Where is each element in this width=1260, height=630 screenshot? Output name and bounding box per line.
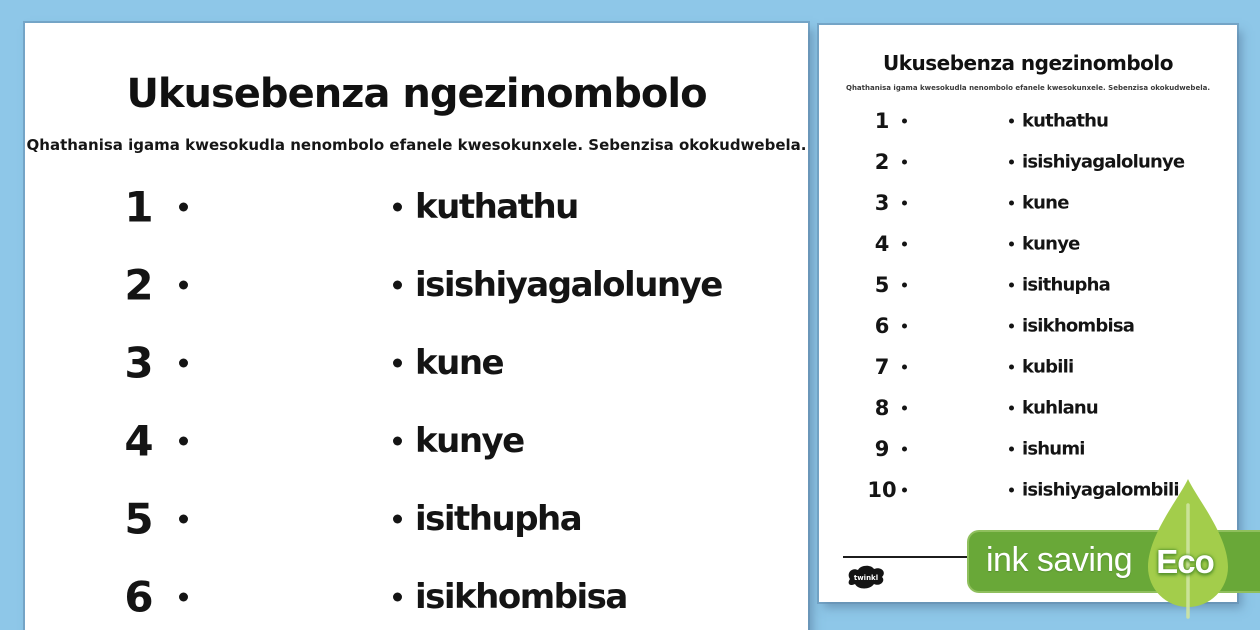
connector-dot-left-icon xyxy=(179,437,188,446)
match-row xyxy=(819,346,1237,387)
match-word: kune xyxy=(1022,192,1069,213)
connector-dot-left-icon xyxy=(902,282,907,287)
match-word: kunye xyxy=(1022,233,1080,254)
connector-dot-right-icon xyxy=(1009,364,1014,369)
match-row xyxy=(819,182,1237,223)
connector-dot-right-icon xyxy=(1009,118,1014,123)
worksheet-instructions: Qhathanisa igama kwesokudla nenombolo efanele kwesokunxele. Sebenzisa okokudwebela. xyxy=(846,84,1210,92)
match-number: 1 xyxy=(874,108,890,133)
connector-dot-right-icon xyxy=(1009,405,1014,410)
connector-dot-right-icon xyxy=(393,203,402,212)
worksheet-instructions: Qhathanisa igama kwesokudla nenombolo efanele kwesokunxele. Sebenzisa okokudwebela. xyxy=(26,136,807,154)
match-row xyxy=(819,428,1237,469)
connector-dot-right-icon xyxy=(1009,241,1014,246)
match-number: 2 xyxy=(124,260,154,310)
match-row xyxy=(25,168,808,246)
connector-dot-right-icon xyxy=(1009,282,1014,287)
connector-dot-right-icon xyxy=(1009,159,1014,164)
connector-dot-left-icon xyxy=(179,281,188,290)
match-number: 7 xyxy=(874,354,890,379)
connector-dot-right-icon xyxy=(1009,323,1014,328)
connector-dot-right-icon xyxy=(1009,446,1014,451)
connector-dot-right-icon xyxy=(393,593,402,602)
twinkl-logo xyxy=(845,564,887,594)
connector-dot-left-icon xyxy=(902,487,907,492)
connector-dot-left-icon xyxy=(179,515,188,524)
match-row xyxy=(819,141,1237,182)
match-row xyxy=(25,480,808,558)
match-word: isithupha xyxy=(415,499,582,539)
connector-dot-left-icon xyxy=(179,359,188,368)
connector-dot-right-icon xyxy=(393,359,402,368)
worksheet-title: Ukusebenza ngezinombolo xyxy=(882,51,1174,75)
match-row xyxy=(25,558,808,630)
connector-dot-left-icon xyxy=(902,405,907,410)
match-number: 5 xyxy=(124,494,154,544)
connector-dot-left-icon xyxy=(902,364,907,369)
match-row xyxy=(819,387,1237,428)
eco-label: Eco xyxy=(1156,543,1214,580)
connector-dot-right-icon xyxy=(1009,487,1014,492)
connector-dot-left-icon xyxy=(902,118,907,123)
match-row xyxy=(819,223,1237,264)
match-number: 6 xyxy=(874,313,890,338)
worksheet-page-large xyxy=(25,23,808,630)
connector-dot-left-icon xyxy=(902,241,907,246)
match-number: 10 xyxy=(867,477,897,502)
match-word: ishumi xyxy=(1022,438,1085,459)
match-row xyxy=(25,402,808,480)
match-number: 9 xyxy=(874,436,890,461)
match-number: 8 xyxy=(874,395,890,420)
match-word: isishiyagalolunye xyxy=(1022,151,1185,172)
match-number: 3 xyxy=(874,190,890,215)
connector-dot-right-icon xyxy=(393,515,402,524)
match-row xyxy=(819,305,1237,346)
twinkl-logo-text: twinkl xyxy=(853,574,879,582)
match-number: 1 xyxy=(124,182,154,232)
match-number: 5 xyxy=(874,272,890,297)
connector-dot-left-icon xyxy=(902,446,907,451)
match-number: 4 xyxy=(874,231,890,256)
match-row xyxy=(819,100,1237,141)
match-row xyxy=(25,246,808,324)
connector-dot-left-icon xyxy=(179,593,188,602)
match-word: isikhombisa xyxy=(415,577,627,617)
match-number: 2 xyxy=(874,149,890,174)
connector-dot-left-icon xyxy=(902,159,907,164)
match-number: 3 xyxy=(124,338,154,388)
footer-line xyxy=(843,556,969,558)
match-word: isithupha xyxy=(1022,274,1110,295)
match-number: 4 xyxy=(124,416,154,466)
match-word: kune xyxy=(415,343,504,383)
connector-dot-left-icon xyxy=(902,200,907,205)
match-word: kuhlanu xyxy=(1022,397,1098,418)
match-word: isikhombisa xyxy=(1022,315,1135,336)
connector-dot-left-icon xyxy=(902,323,907,328)
match-word: kuthathu xyxy=(415,187,578,227)
connector-dot-right-icon xyxy=(393,437,402,446)
ink-saving-label: ink saving xyxy=(986,541,1133,579)
match-word: isishiyagalombili xyxy=(1022,479,1179,500)
match-word: isishiyagalolunye xyxy=(415,265,722,305)
worksheet-title: Ukusebenza ngezinombolo xyxy=(126,71,707,117)
match-word: kuthathu xyxy=(1022,110,1109,131)
connector-dot-right-icon xyxy=(1009,200,1014,205)
match-row xyxy=(819,264,1237,305)
match-row xyxy=(25,324,808,402)
match-number: 6 xyxy=(124,572,154,622)
match-word: kunye xyxy=(415,421,524,461)
match-word: kubili xyxy=(1022,356,1074,377)
connector-dot-right-icon xyxy=(393,281,402,290)
connector-dot-left-icon xyxy=(179,203,188,212)
